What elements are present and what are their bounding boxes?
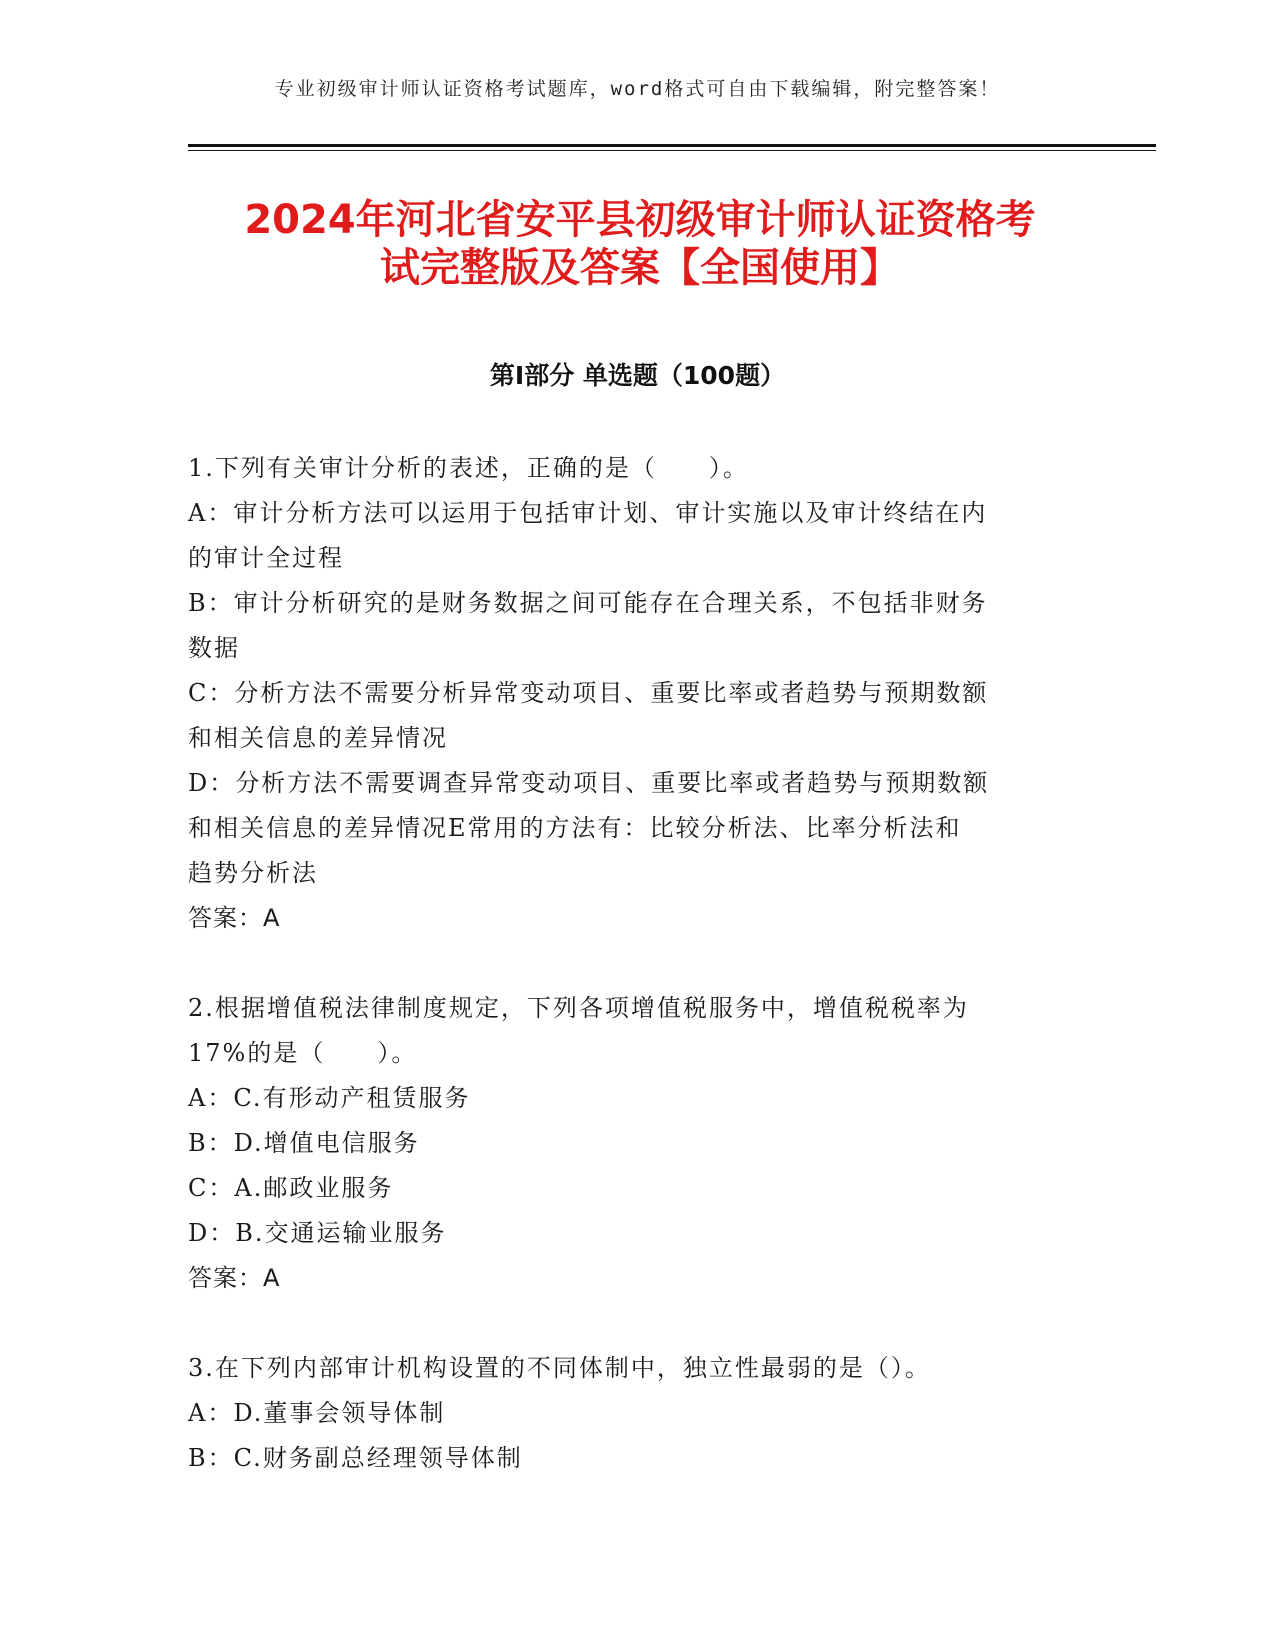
question-3-option-a: A：D.董事会领导体制 (188, 1399, 446, 1427)
question-1 (188, 446, 1068, 941)
question-1-answer: 答案：A (188, 904, 281, 932)
question-2-stem: 2.根据增值税法律制度规定，下列各项增值税服务中，增值税税率为 (188, 994, 969, 1022)
question-3 (188, 1346, 1068, 1481)
question-2-option-c: C：A.邮政业服务 (188, 1174, 394, 1202)
question-3-option-b: B：C.财务副总经理领导体制 (188, 1444, 523, 1472)
document-title (160, 196, 1120, 292)
header-divider-thin (188, 150, 1156, 151)
header-note: 专业初级审计师认证资格考试题库，word格式可自由下载编辑，附完整答案！ (274, 78, 1001, 100)
title-line-2: 试完整版及答案【全国使用】 (380, 245, 900, 291)
question-2 (188, 986, 1068, 1301)
question-2-option-d: D：B.交通运输业服务 (188, 1219, 447, 1247)
question-1-option-d: D：分析方法不需要调查异常变动项目、重要比率或者趋势与预期数额 (188, 769, 990, 797)
question-1-stem: 1.下列有关审计分析的表述，正确的是（ ）。 (188, 454, 749, 482)
header-divider-thick (188, 144, 1156, 147)
question-1-option-b: B：审计分析研究的是财务数据之间可能存在合理关系，不包括非财务 (188, 589, 988, 617)
question-list (188, 446, 1068, 1526)
question-2-answer: 答案：A (188, 1264, 281, 1292)
section-heading: 第Ⅰ部分 单选题（100题） (489, 361, 786, 390)
question-2-option-a: A：C.有形动产租赁服务 (188, 1084, 471, 1112)
question-2-option-b: B：D.增值电信服务 (188, 1129, 420, 1157)
question-3-stem: 3.在下列内部审计机构设置的不同体制中，独立性最弱的是（）。 (188, 1354, 931, 1382)
question-1-option-c-cont: 和相关信息的差异情况 (188, 724, 448, 752)
question-2-stem-cont: 17%的是（ ）。 (188, 1039, 418, 1067)
question-1-option-b-cont: 数据 (188, 634, 240, 662)
question-1-option-a-cont: 的审计全过程 (188, 544, 344, 572)
question-1-option-c: C：分析方法不需要分析异常变动项目、重要比率或者趋势与预期数额 (188, 679, 989, 707)
question-1-option-d-cont: 和相关信息的差异情况E常用的方法有：比较分析法、比率分析法和 (188, 814, 962, 842)
question-1-option-d-cont2: 趋势分析法 (188, 859, 318, 887)
title-line-1: 2024年河北省安平县初级审计师认证资格考 (244, 197, 1036, 243)
question-1-option-a: A：审计分析方法可以运用于包括审计划、审计实施以及审计终结在内 (188, 499, 988, 527)
